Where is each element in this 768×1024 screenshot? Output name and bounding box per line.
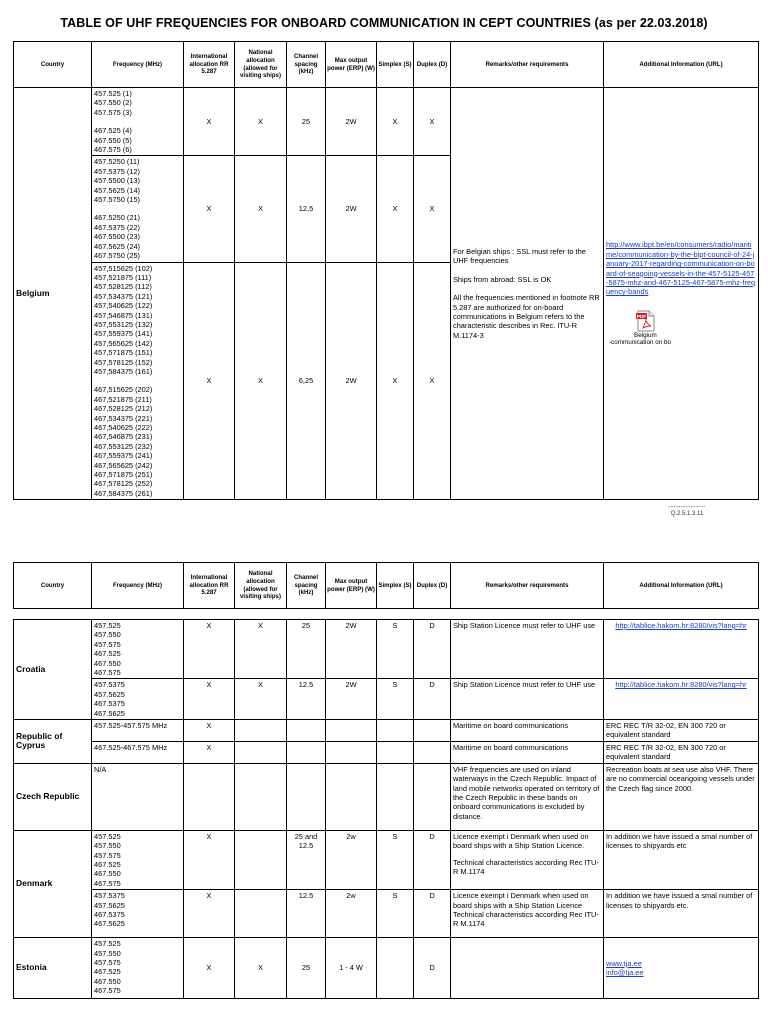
- simplex-cell: S: [377, 679, 414, 720]
- pdf-icon[interactable]: [636, 310, 656, 332]
- croatia-url-link[interactable]: http://tablice.hakom.hr:8280/vis?lang=hr: [615, 621, 747, 630]
- info-cell: [604, 88, 759, 500]
- frequency-value: 457,534375 (121): [94, 291, 153, 301]
- frequency-value: 457.575 (3): [94, 107, 132, 117]
- simplex-cell: [377, 938, 414, 999]
- croatia-url-link[interactable]: http://tablice.hakom.hr:8280/vis?lang=hr: [615, 680, 747, 690]
- spacing-cell: 12.5: [287, 890, 326, 938]
- remarks-cell: [451, 890, 604, 938]
- national-cell: [235, 720, 287, 742]
- header-international: International allocation RR 5.287: [184, 42, 235, 88]
- header-country: Country: [14, 42, 92, 88]
- footnote: --------------- Q.2.5.1.3.11: [668, 504, 706, 517]
- frequency-value: 457.5750 (15): [94, 195, 141, 205]
- national-cell: X: [235, 620, 287, 679]
- info-cell: ERC REC T/R 32-02, EN 300 720 or equivalent standard: [604, 720, 759, 742]
- power-cell: 1 - 4 W: [326, 938, 377, 999]
- power-cell: 2w: [326, 890, 377, 938]
- frequency-value: 457.5500 (13): [94, 176, 141, 186]
- frequency-value: 457,584375 (161): [94, 366, 153, 376]
- header-channel: Channel spacing (kHz): [287, 563, 326, 609]
- spacing-cell: 12,5: [287, 156, 326, 262]
- header-info: Additional Information (URL): [604, 563, 759, 609]
- frequency-value: 467.5375 (22): [94, 222, 141, 232]
- remarks-cell: VHF frequencies are used on inland waterways in the Czech Republic. Impact of land mobile networks operated on territory of the Czech Republic in these bands on onboard communications is excluded by distance.: [451, 763, 604, 830]
- spacing-cell: 6,25: [287, 262, 326, 500]
- frequency-value: 457.5375: [94, 680, 125, 690]
- table-row: [14, 830, 759, 889]
- frequency-cell: [92, 679, 184, 720]
- national-cell: X: [235, 156, 287, 262]
- simplex-cell: S: [377, 620, 414, 679]
- international-cell: [184, 763, 235, 830]
- info-cell: ERC REC T/R 32-02, EN 300 720 or equivalent standard: [604, 741, 759, 763]
- frequency-value: 467.525 (4): [94, 126, 132, 136]
- frequency-value: 457,546875 (131): [94, 310, 153, 320]
- duplex-cell: X: [414, 156, 451, 262]
- header-duplex: Duplex (D): [414, 563, 451, 609]
- power-cell: 2W: [326, 620, 377, 679]
- attachment-caption[interactable]: Belgium -communication on bo: [609, 331, 671, 347]
- frequency-value: 457.575: [94, 957, 121, 967]
- national-cell: [235, 830, 287, 889]
- national-cell: X: [235, 262, 287, 500]
- country-cell: Estonia: [14, 938, 92, 999]
- remarks-cell: [451, 88, 604, 500]
- duplex-cell: [414, 741, 451, 763]
- frequency-value: 457.550: [94, 948, 121, 958]
- frequency-value: 457,559375 (141): [94, 329, 153, 339]
- duplex-cell: D: [414, 830, 451, 889]
- duplex-cell: D: [414, 890, 451, 938]
- frequency-value: 467,565625 (242): [94, 460, 153, 470]
- frequency-value: 467.5375: [94, 909, 125, 919]
- international-cell: X: [184, 620, 235, 679]
- frequency-value: 457,528125 (112): [94, 282, 152, 292]
- spacing-cell: 25 and 12.5: [287, 830, 326, 889]
- frequency-value: 457.525: [94, 831, 121, 841]
- spacing-cell: [287, 741, 326, 763]
- header-row: [14, 563, 759, 609]
- remarks-line: Ships from abroad: SSL is OK: [453, 274, 552, 284]
- country-cell: Croatia: [14, 620, 92, 720]
- simplex-cell: [377, 720, 414, 742]
- header-remarks: Remarks/other requirements: [451, 42, 604, 88]
- simplex-cell: X: [377, 156, 414, 262]
- frequency-value: 467.5625: [94, 919, 125, 929]
- frequency-value: 467.575: [94, 668, 121, 678]
- frequency-value: 467.5500 (23): [94, 232, 141, 242]
- frequency-value: 457.5625 (14): [94, 185, 141, 195]
- frequency-value: 467.575: [94, 986, 121, 996]
- power-cell: 2W: [326, 262, 377, 500]
- pdf-badge-text: PDF: [636, 313, 647, 319]
- frequency-value: 457.525: [94, 621, 121, 630]
- simplex-cell: X: [377, 262, 414, 500]
- frequency-value: 457,521875 (111): [94, 272, 152, 282]
- frequency-value: 467.5250 (21): [94, 213, 141, 223]
- frequency-value: 457.575: [94, 639, 121, 649]
- national-cell: X: [235, 679, 287, 720]
- frequency-cell: [92, 156, 184, 262]
- frequency-value: 457.5250 (11): [94, 157, 140, 167]
- frequency-cell: N/A: [92, 763, 184, 830]
- frequency-value: 467,546875 (231): [94, 432, 153, 442]
- header-national: National allocation (allowed for visiting ships): [235, 563, 287, 609]
- header-power: Max output power (ERP) (W): [326, 42, 377, 88]
- international-cell: X: [184, 830, 235, 889]
- table-row: [14, 88, 759, 156]
- table-row: [14, 938, 759, 999]
- spacing-cell: 25: [287, 938, 326, 999]
- country-cell: Belgium: [14, 88, 92, 500]
- info-cell: Recreation boats at sea use also VHF. There are no commercial oceangoing vessels under the Czech flag since 2000.: [604, 763, 759, 830]
- header-channel: Channel spacing (kHz): [287, 42, 326, 88]
- frequency-value: 457.550: [94, 841, 121, 851]
- info-cell: In addition we have issued a smal number of licenses to shipyards etc: [604, 830, 759, 889]
- frequency-cell: 457.525-457.575 MHz: [92, 720, 184, 742]
- frequency-value: 457,515625 (102): [94, 263, 153, 273]
- duplex-cell: [414, 720, 451, 742]
- duplex-cell: D: [414, 620, 451, 679]
- frequency-value: 467.525: [94, 967, 121, 977]
- header-power: Max output power (ERP) (W): [326, 563, 377, 609]
- info-cell: [604, 679, 759, 720]
- power-cell: [326, 741, 377, 763]
- info-cell: [604, 620, 759, 679]
- header-country: Country: [14, 563, 92, 609]
- table-row: [14, 620, 759, 679]
- frequency-value: 457.550 (2): [94, 98, 132, 108]
- frequency-value: 457.575: [94, 850, 121, 860]
- remarks-line: Technical characteristics according Rec ITU-R M.1174: [453, 857, 599, 876]
- frequency-value: 457,565625 (142): [94, 338, 153, 348]
- info-cell: In addition we have issued a smal number of licenses to shipyards etc.: [604, 890, 759, 938]
- frequency-value: 457.5625: [94, 689, 125, 699]
- remarks-line: Licence exempt i Denmark when used on board ships with a Ship Station Licence.: [453, 831, 589, 851]
- simplex-cell: S: [377, 830, 414, 889]
- remarks-cell: Ship Station Licence must refer to UHF use: [451, 679, 604, 720]
- frequency-value: 467,515625 (202): [94, 385, 153, 395]
- frequency-value: 457,540625 (122): [94, 301, 153, 311]
- frequency-cell: 467.525-467.575 MHz: [92, 741, 184, 763]
- remarks-line: For Belgian ships : SSL must refer to the UHF frequencies: [453, 247, 586, 266]
- belgium-table: [13, 41, 759, 500]
- table-row: [14, 741, 759, 763]
- power-cell: 2W: [326, 156, 377, 262]
- remarks-cell: Maritime on board communications: [451, 720, 604, 742]
- frequency-value: 467.525: [94, 649, 121, 659]
- frequency-value: 457,578125 (152): [94, 357, 153, 367]
- remarks-cell: Ship Station Licence must refer to UHF use: [451, 620, 604, 679]
- header-info: Additional Information (URL): [604, 42, 759, 88]
- frequency-value: 457,571875 (151): [94, 348, 153, 358]
- frequency-value: 467,528125 (212): [94, 404, 153, 414]
- frequency-value: 457.525: [94, 939, 121, 949]
- simplex-cell: X: [377, 88, 414, 156]
- international-cell: X: [184, 938, 235, 999]
- frequency-value: 467.575: [94, 878, 121, 888]
- spacing-cell: [287, 720, 326, 742]
- international-cell: X: [184, 720, 235, 742]
- header-simplex: Simplex (S): [377, 563, 414, 609]
- frequency-value: 467,540625 (222): [94, 423, 153, 432]
- frequency-value: 467,534375 (221): [94, 413, 153, 423]
- header-frequency: Frequency (MHz): [92, 563, 184, 609]
- countries-table: [13, 619, 759, 999]
- power-cell: 2W: [326, 679, 377, 720]
- frequency-value: 467.5625 (24): [94, 241, 141, 251]
- frequency-value: 457.5625: [94, 900, 125, 910]
- frequency-value: 467,559375 (241): [94, 451, 153, 461]
- frequency-cell: [92, 88, 184, 156]
- duplex-cell: D: [414, 679, 451, 720]
- power-cell: 2W: [326, 88, 377, 156]
- international-cell: X: [184, 679, 235, 720]
- frequency-value: 467,571875 (251): [94, 470, 153, 480]
- duplex-cell: [414, 763, 451, 830]
- simplex-cell: [377, 741, 414, 763]
- duplex-cell: X: [414, 262, 451, 500]
- frequency-value: 467.550: [94, 658, 121, 668]
- frequency-value: 457.5375 (12): [94, 166, 141, 176]
- spacing-cell: 12.5: [287, 679, 326, 720]
- remarks-cell: Maritime on board communications: [451, 741, 604, 763]
- international-cell: X: [184, 88, 235, 156]
- page-title: TABLE OF UHF FREQUENCIES FOR ONBOARD COMMUNICATION IN CEPT COUNTRIES (as per 22.03.2018): [60, 16, 708, 30]
- national-cell: X: [235, 88, 287, 156]
- remarks-cell: [451, 938, 604, 999]
- header-national: National allocation (allowed for visiting ships): [235, 42, 287, 88]
- table-row: [14, 763, 759, 830]
- frequency-value: 467.5625: [94, 708, 125, 718]
- header-remarks: Remarks/other requirements: [451, 563, 604, 609]
- national-cell: X: [235, 938, 287, 999]
- frequency-value: 457,553125 (132): [94, 319, 153, 329]
- international-cell: X: [184, 890, 235, 938]
- estonia-url-link[interactable]: www.tja.ee: [606, 958, 642, 968]
- simplex-cell: [377, 763, 414, 830]
- power-cell: [326, 720, 377, 742]
- power-cell: 2w: [326, 830, 377, 889]
- table-row: [14, 890, 759, 938]
- frequency-value: 467.550: [94, 869, 121, 879]
- info-cell: [604, 938, 759, 999]
- remarks-cell: [451, 830, 604, 889]
- national-cell: [235, 890, 287, 938]
- header-row: [14, 42, 759, 88]
- table-row: [14, 720, 759, 742]
- remarks-line: All the frequencies mentioned in footnote RR 5.287 are authorized for on-board communications in Belgium refers to the characteristic describes in Rec. ITU-R M.1174-3: [453, 293, 600, 340]
- power-cell: [326, 763, 377, 830]
- spacing-cell: 25: [287, 620, 326, 679]
- frequency-cell: [92, 890, 184, 938]
- estonia-email-link[interactable]: info@tja.ee: [606, 968, 644, 978]
- country-cell: Republic of Cyprus: [14, 720, 92, 764]
- international-cell: X: [184, 156, 235, 262]
- frequency-value: 467.550 (5): [94, 135, 132, 145]
- spacing-cell: 25: [287, 88, 326, 156]
- table-row: [14, 679, 759, 720]
- international-cell: X: [184, 741, 235, 763]
- country-cell: Denmark: [14, 830, 92, 937]
- header-frequency: Frequency (MHz): [92, 42, 184, 88]
- frequency-cell: [92, 938, 184, 999]
- header-duplex: Duplex (D): [414, 42, 451, 88]
- frequency-cell: [92, 620, 184, 679]
- remarks-line: Licence exempt i Denmark when used on board ships with a Ship Station Licence: [453, 891, 589, 910]
- national-cell: [235, 763, 287, 830]
- frequency-value: 467,553125 (232): [94, 441, 153, 451]
- country-cell: Czech Republic: [14, 763, 92, 830]
- simplex-cell: S: [377, 890, 414, 938]
- belgium-url-link[interactable]: http://www.ibpt.be/en/consumers/radio/maritime/communication-by-the-bipt-council-of-24-january-2017-regarding-communication-on-board-of-seagoing-vessels-in-the-457-5125-457-5875-mhz-and-467-5125-467-5875-mhz-frequency-bands: [606, 240, 756, 297]
- frequency-value: 467,578125 (252): [94, 479, 153, 489]
- frequency-value: 467,521875 (211): [94, 394, 152, 404]
- header-simplex: Simplex (S): [377, 42, 414, 88]
- duplex-cell: D: [414, 938, 451, 999]
- frequency-value: 467.5750 (25): [94, 251, 141, 261]
- national-cell: [235, 741, 287, 763]
- frequency-value: 457.5375: [94, 891, 125, 901]
- frequency-value: 467.550: [94, 976, 121, 986]
- frequency-cell: [92, 262, 184, 500]
- frequency-value: 467,584375 (261): [94, 488, 153, 498]
- duplex-cell: X: [414, 88, 451, 156]
- frequency-value: 467.575 (6): [94, 145, 132, 155]
- international-cell: X: [184, 262, 235, 500]
- frequency-value: 457.525 (1): [94, 89, 132, 98]
- frequency-value: 467.525: [94, 859, 121, 869]
- header-international: International allocation RR 5.287: [184, 563, 235, 609]
- remarks-line: Technical characteristics according Rec ITU-R M.1174: [453, 909, 599, 929]
- spacing-cell: [287, 763, 326, 830]
- frequency-value: 457.550: [94, 630, 121, 640]
- second-header-table: [13, 562, 759, 609]
- frequency-value: 467.5375: [94, 699, 125, 709]
- frequency-cell: [92, 830, 184, 889]
